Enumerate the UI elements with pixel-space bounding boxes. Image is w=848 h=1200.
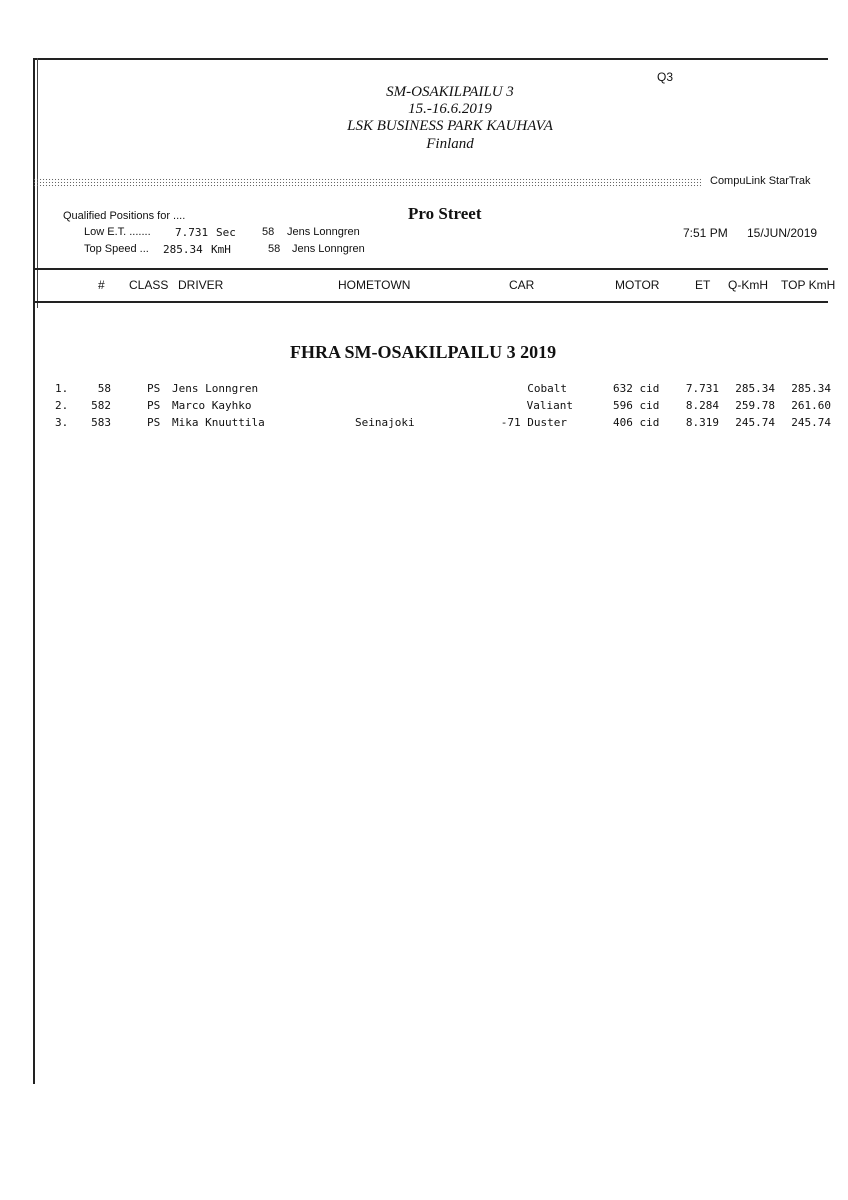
row-motor: 406 cid bbox=[613, 416, 660, 429]
top-speed-value: 285.34 bbox=[163, 243, 203, 256]
row-et: 7.731 bbox=[685, 382, 719, 395]
row-topkmh: 245.74 bbox=[791, 416, 831, 429]
system-label: CompuLink StarTrak bbox=[710, 175, 811, 187]
col-num: # bbox=[98, 278, 105, 292]
event-title: FHRA SM-OSAKILPAILU 3 2019 bbox=[290, 342, 557, 362]
event-dates: 15.-16.6.2019 bbox=[408, 101, 492, 117]
top-speed-number: 58 bbox=[268, 243, 281, 255]
row-et: 8.319 bbox=[685, 416, 719, 429]
row-class: PS bbox=[147, 399, 161, 412]
report-date: 15/JUN/2019 bbox=[747, 226, 818, 240]
row-number: 583 bbox=[91, 416, 111, 429]
report-time: 7:51 PM bbox=[683, 226, 728, 240]
row-topkmh: 261.60 bbox=[791, 399, 831, 412]
row-position: 3. bbox=[55, 416, 69, 429]
col-driver: DRIVER bbox=[178, 278, 224, 292]
event-country: Finland bbox=[426, 136, 474, 152]
low-et-driver: Jens Lonngren bbox=[287, 226, 360, 238]
top-speed-driver: Jens Lonngren bbox=[292, 243, 365, 255]
top-speed-unit: KmH bbox=[211, 243, 231, 256]
row-position: 2. bbox=[55, 399, 69, 412]
row-car: -71 Duster bbox=[500, 416, 567, 429]
header-rule-bottom bbox=[33, 301, 828, 303]
row-number: 58 bbox=[97, 382, 111, 395]
low-et-value: 7.731 bbox=[175, 226, 209, 239]
col-class: CLASS bbox=[129, 278, 169, 292]
low-et-label: Low E.T. ....... bbox=[84, 226, 151, 238]
col-car: CAR bbox=[509, 278, 535, 292]
low-et-number: 58 bbox=[262, 226, 275, 238]
row-qkmh: 245.74 bbox=[735, 416, 775, 429]
row-motor: 632 cid bbox=[613, 382, 660, 395]
row-driver: Jens Lonngren bbox=[172, 382, 259, 395]
left-border bbox=[33, 58, 35, 1084]
row-qkmh: 259.78 bbox=[735, 399, 775, 412]
session-label: Q3 bbox=[657, 70, 674, 84]
row-hometown: Seinajoki bbox=[355, 416, 415, 429]
row-et: 8.284 bbox=[685, 399, 719, 412]
row-class: PS bbox=[147, 382, 161, 395]
top-border bbox=[33, 58, 828, 60]
qualified-label: Qualified Positions for .... bbox=[63, 210, 186, 222]
top-speed-label: Top Speed ... bbox=[84, 243, 149, 255]
row-motor: 596 cid bbox=[613, 399, 660, 412]
row-car: Cobalt bbox=[527, 382, 567, 395]
col-et: ET bbox=[695, 278, 711, 292]
row-car: Valiant bbox=[526, 399, 573, 412]
event-venue: LSK BUSINESS PARK KAUHAVA bbox=[347, 118, 553, 134]
col-qkmh: Q-KmH bbox=[728, 278, 768, 292]
dotted-band bbox=[33, 178, 701, 188]
row-driver: Mika Knuuttila bbox=[172, 416, 265, 429]
row-driver: Marco Kayhko bbox=[172, 399, 252, 412]
row-class: PS bbox=[147, 416, 161, 429]
header-rule-top bbox=[33, 268, 828, 270]
row-topkmh: 285.34 bbox=[791, 382, 831, 395]
col-motor: MOTOR bbox=[615, 278, 660, 292]
row-number: 582 bbox=[91, 399, 111, 412]
col-topkmh: TOP KmH bbox=[781, 278, 836, 292]
row-position: 1. bbox=[55, 382, 69, 395]
low-et-unit: Sec bbox=[216, 226, 236, 239]
col-hometown: HOMETOWN bbox=[338, 278, 411, 292]
event-name: SM-OSAKILPAILU 3 bbox=[386, 84, 514, 100]
row-qkmh: 285.34 bbox=[735, 382, 775, 395]
class-title: Pro Street bbox=[408, 204, 482, 223]
